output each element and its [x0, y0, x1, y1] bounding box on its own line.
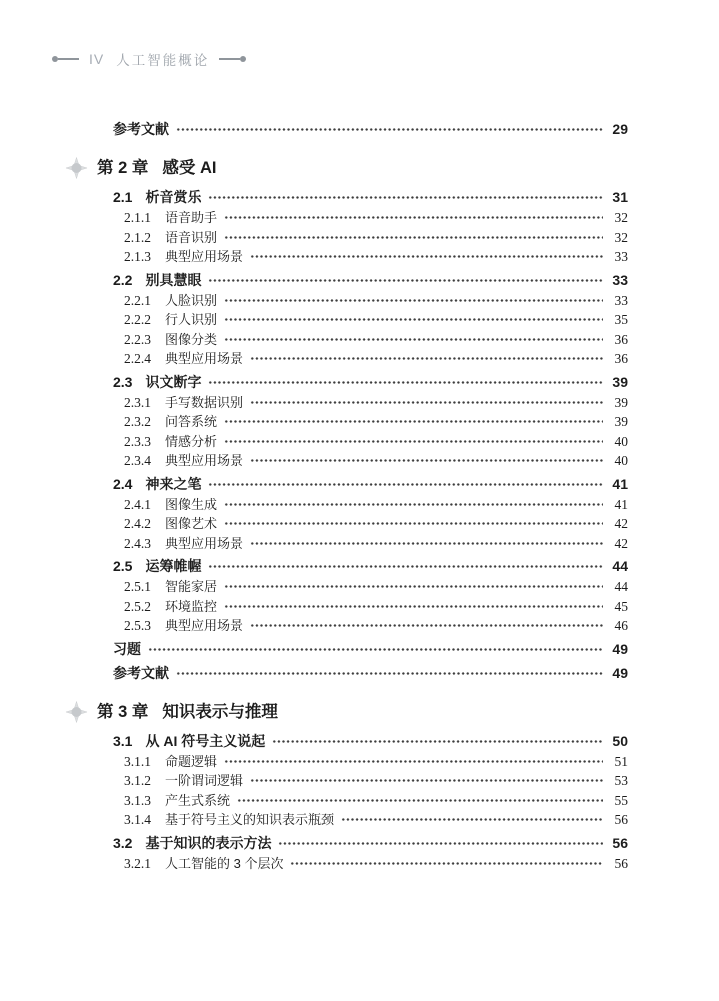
toc-entry	[0, 291, 628, 311]
dot-leader	[224, 299, 603, 302]
toc-entry-page: 36	[614, 351, 628, 366]
toc-entry-number: 2.1.1	[124, 210, 151, 225]
toc-entry-title: 环境监控	[165, 598, 218, 614]
dot-leader	[250, 624, 603, 627]
dot-leader	[341, 818, 603, 821]
toc-entry-page: 53	[614, 773, 628, 788]
toc-entry	[0, 771, 628, 791]
toc-entry	[0, 616, 628, 636]
toc-entry-title: 参考文献	[113, 121, 169, 137]
toc-entry-title: 基于知识的表示方法	[145, 834, 272, 851]
toc-entry-title: 行人识别	[165, 312, 218, 327]
toc-entry-number: 3.1	[113, 732, 133, 749]
toc-entry-page: 32	[614, 210, 628, 225]
toc-entry-number: 3.1.3	[124, 792, 151, 808]
dot-leader	[224, 338, 603, 341]
toc-entry	[0, 663, 628, 684]
toc-entry-number: 2.5.2	[124, 598, 151, 614]
toc-entry-title: 基于符号主义的知识表示瓶颈	[165, 812, 335, 827]
toc-entry-page: 39	[614, 414, 628, 429]
toc-entry-title: 语音识别	[165, 229, 218, 245]
toc-entry	[0, 752, 628, 772]
toc-entry-page: 39	[612, 373, 628, 390]
toc-entry	[0, 534, 628, 554]
toc-entry-number: 3.1.4	[124, 812, 151, 827]
page-number-label: IV	[89, 51, 105, 67]
toc-entry-title: 典型应用场景	[165, 351, 244, 366]
toc-entry-number: 2.4.2	[124, 516, 151, 531]
toc-entry-title: 一阶谓词逻辑	[165, 773, 244, 788]
toc-entry	[0, 791, 628, 811]
dot-leader	[224, 236, 603, 239]
toc-entry-title: 析音赏乐	[145, 189, 202, 205]
table-of-contents	[0, 116, 628, 873]
toc-entry	[0, 451, 628, 471]
toc-entry-page: 33	[614, 249, 628, 264]
toc-entry	[0, 700, 628, 724]
dot-leader	[237, 799, 603, 802]
toc-entry-number: 2.3.4	[124, 453, 151, 468]
dot-leader	[224, 216, 603, 219]
dot-leader	[278, 842, 603, 845]
toc-entry	[0, 247, 628, 267]
dot-leader	[148, 648, 603, 651]
toc-entry-number: 2.3.1	[124, 394, 151, 410]
dot-leader	[224, 503, 603, 506]
toc-entry-number: 2.2.3	[124, 331, 151, 347]
toc-entry	[0, 270, 628, 291]
dot-leader	[272, 740, 603, 743]
toc-entry-title: 参考文献	[113, 664, 169, 681]
toc-entry-title: 问答系统	[165, 414, 218, 429]
toc-entry-number: 3.1.2	[124, 773, 151, 788]
toc-entry-title: 图像生成	[165, 496, 218, 512]
toc-entry-number: 2.4.1	[124, 496, 151, 512]
dot-leader	[176, 128, 603, 131]
header-ornament-right	[219, 56, 246, 62]
toc-entry-title: 识文断字	[145, 373, 202, 390]
toc-entry	[0, 208, 628, 228]
dot-leader	[250, 779, 603, 782]
four-point-star-with-circle-icon	[65, 700, 88, 723]
toc-entry-title: 图像艺术	[165, 516, 218, 531]
toc-entry-page: 31	[612, 189, 628, 205]
toc-entry-page: 56	[614, 812, 628, 827]
toc-entry-title: 运筹帷幄	[145, 558, 202, 574]
toc-entry-page: 45	[614, 598, 628, 614]
toc-entry-number: 3.1.1	[124, 753, 151, 769]
toc-entry	[0, 639, 628, 660]
four-point-star-with-circle-icon	[65, 157, 88, 180]
toc-entry	[0, 731, 628, 752]
dot-leader	[208, 483, 603, 486]
dot-leader	[224, 420, 603, 423]
toc-entry-title: 典型应用场景	[165, 535, 244, 551]
dot-leader	[250, 357, 603, 360]
toc-entry-page: 46	[614, 618, 628, 633]
dot-leader	[224, 585, 603, 588]
dot-leader	[224, 605, 603, 608]
toc-entry	[0, 495, 628, 515]
toc-entry-number: 2.5.1	[124, 579, 151, 594]
toc-entry-number: 第 2 章	[97, 159, 149, 177]
toc-entry	[0, 412, 628, 432]
dot-leader	[250, 459, 603, 462]
toc-entry	[0, 810, 628, 830]
toc-entry-title: 典型应用场景	[165, 618, 244, 633]
toc-entry-page: 33	[614, 292, 628, 308]
toc-entry	[0, 228, 628, 248]
toc-entry-page: 39	[614, 394, 628, 410]
toc-entry-title: 别具慧眼	[145, 271, 202, 288]
dot-leader	[250, 542, 603, 545]
toc-entry-page: 56	[612, 834, 628, 851]
toc-entry-number: 2.4.3	[124, 535, 151, 551]
toc-entry-page: 50	[612, 732, 628, 749]
toc-entry-page: 56	[614, 855, 628, 871]
ornament-dash-icon	[219, 58, 240, 60]
toc-entry	[0, 187, 628, 208]
toc-entry-title: 智能家居	[165, 579, 218, 594]
toc-entry	[0, 432, 628, 452]
toc-entry-title: 人工智能的 3 个层次	[165, 855, 284, 871]
toc-entry-page: 40	[614, 453, 628, 468]
toc-entry-page: 41	[612, 475, 628, 492]
toc-entry-page: 55	[614, 792, 628, 808]
toc-entry-title: 神来之笔	[145, 475, 202, 492]
dot-leader	[208, 196, 603, 199]
dot-leader	[176, 672, 603, 675]
dot-leader	[208, 381, 603, 384]
toc-entry	[0, 854, 628, 874]
toc-entry-page: 42	[614, 516, 628, 531]
toc-entry	[0, 119, 628, 140]
toc-entry	[0, 393, 628, 413]
toc-entry	[0, 156, 628, 180]
toc-entry-page: 49	[612, 640, 628, 657]
book-title: 人工智能概论	[116, 53, 210, 68]
dot-leader	[290, 862, 603, 865]
toc-entry-page: 49	[612, 664, 628, 681]
toc-entry-number: 3.2.1	[124, 855, 151, 871]
toc-entry-page: 29	[612, 121, 628, 137]
toc-entry	[0, 833, 628, 854]
toc-entry-page: 36	[614, 331, 628, 347]
toc-entry-number: 第 3 章	[97, 702, 149, 721]
toc-entry-title: 典型应用场景	[165, 249, 244, 264]
toc-entry-page: 42	[614, 535, 628, 551]
toc-entry-title: 图像分类	[165, 331, 218, 347]
toc-entry-number: 2.1.2	[124, 229, 151, 245]
toc-entry-title: 语音助手	[165, 210, 218, 225]
toc-entry-number: 2.3.2	[124, 414, 151, 429]
toc-entry-number: 2.5.3	[124, 618, 151, 633]
toc-entry-number: 3.2	[113, 834, 133, 851]
toc-entry-page: 44	[614, 579, 628, 594]
toc-entry	[0, 474, 628, 495]
dot-leader	[224, 440, 603, 443]
dot-leader	[208, 565, 603, 568]
toc-entry-page: 41	[614, 496, 628, 512]
header-ornament-left	[52, 56, 79, 62]
toc-entry	[0, 310, 628, 330]
dot-leader	[208, 279, 603, 282]
toc-entry-title: 典型应用场景	[165, 453, 244, 468]
toc-entry-page: 44	[612, 558, 628, 574]
dot-leader	[250, 255, 603, 258]
toc-entry-title: 习题	[113, 640, 141, 657]
toc-entry-title: 手写数据识别	[165, 394, 244, 410]
toc-entry-number: 2.4	[113, 475, 133, 492]
toc-entry-title: 情感分析	[165, 433, 218, 449]
toc-entry-number: 2.1	[113, 189, 133, 205]
toc-entry-page: 40	[614, 433, 628, 449]
toc-entry-number: 2.2.2	[124, 312, 151, 327]
toc-entry	[0, 330, 628, 350]
toc-entry-page: 35	[614, 312, 628, 327]
ornament-dot-icon	[240, 56, 246, 62]
toc-entry	[0, 514, 628, 534]
dot-leader	[250, 401, 603, 404]
toc-entry	[0, 556, 628, 577]
toc-entry-title: 命题逻辑	[165, 753, 218, 769]
dot-leader	[224, 760, 603, 763]
ornament-dash-icon	[58, 58, 79, 60]
toc-entry-page: 32	[614, 229, 628, 245]
toc-entry	[0, 372, 628, 393]
dot-leader	[224, 318, 603, 321]
toc-entry-title: 人脸识别	[165, 292, 218, 308]
toc-entry-number: 2.3.3	[124, 433, 151, 449]
toc-entry-page: 51	[614, 753, 628, 769]
toc-entry-number: 2.3	[113, 373, 133, 390]
toc-entry-number: 2.2.1	[124, 292, 151, 308]
toc-entry	[0, 597, 628, 617]
toc-entry	[0, 349, 628, 369]
toc-entry-number: 2.2.4	[124, 351, 151, 366]
toc-entry-page: 33	[612, 271, 628, 288]
toc-entry-title: 产生式系统	[165, 792, 231, 808]
toc-entry-title: 从 AI 符号主义说起	[145, 732, 266, 749]
toc-entry-number: 2.1.3	[124, 249, 151, 264]
page-header	[52, 49, 246, 69]
toc-entry-number: 2.5	[113, 558, 133, 574]
toc-entry-title: 感受 AI	[162, 159, 217, 177]
toc-entry	[0, 577, 628, 597]
toc-entry-number: 2.2	[113, 271, 133, 288]
dot-leader	[224, 522, 603, 525]
toc-entry-title: 知识表示与推理	[162, 702, 278, 721]
